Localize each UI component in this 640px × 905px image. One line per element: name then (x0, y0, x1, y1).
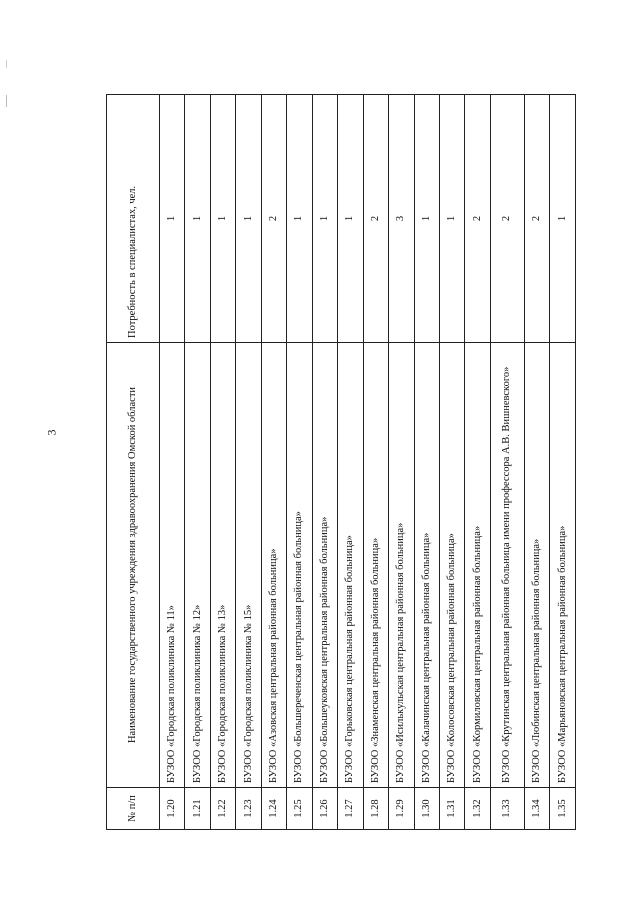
row-specialist-need: 1 (185, 95, 210, 343)
margin-mark (6, 95, 7, 107)
row-specialist-need: 1 (160, 95, 185, 343)
header-number: № п/п (107, 788, 160, 830)
row-specialist-need: 1 (439, 95, 464, 343)
row-institution-name: БУЗОО «Знаменская центральная районная больница» (363, 343, 388, 788)
row-number: 1.31 (439, 788, 464, 830)
row-institution-name: БУЗОО «Исилькульская центральная районная больница» (389, 343, 414, 788)
row-number: 1.28 (363, 788, 388, 830)
header-specialist-need: Потребность в специалистах, чел. (107, 95, 160, 343)
table-row (524, 95, 549, 830)
specialists-table (106, 94, 576, 830)
row-number: 1.29 (389, 788, 414, 830)
row-number: 1.34 (524, 788, 549, 830)
row-number: 1.30 (414, 788, 439, 830)
row-institution-name: БУЗОО «Большереченская центральная районная больница» (287, 343, 312, 788)
row-number: 1.33 (490, 788, 524, 830)
row-specialist-need: 1 (338, 95, 363, 343)
row-specialist-need: 2 (261, 95, 286, 343)
row-specialist-need: 1 (312, 95, 337, 343)
row-institution-name: БУЗОО «Азовская центральная районная больница» (261, 343, 286, 788)
row-institution-name: БУЗОО «Кормиловская центральная районная больница» (465, 343, 490, 788)
row-specialist-need: 2 (465, 95, 490, 343)
table-row (236, 95, 261, 830)
row-number: 1.20 (160, 788, 185, 830)
row-specialist-need: 1 (414, 95, 439, 343)
row-number: 1.35 (550, 788, 576, 830)
row-institution-name: БУЗОО «Марьяновская центральная районная больница» (550, 343, 576, 788)
row-institution-name: БУЗОО «Любинская центральная районная больница» (524, 343, 549, 788)
row-specialist-need: 2 (524, 95, 549, 343)
row-specialist-need: 2 (363, 95, 388, 343)
row-institution-name: БУЗОО «Городская поликлиника № 13» (210, 343, 235, 788)
table-row (550, 95, 576, 830)
table-row (490, 95, 524, 830)
row-specialist-need: 1 (550, 95, 576, 343)
row-number: 1.24 (261, 788, 286, 830)
row-number: 1.27 (338, 788, 363, 830)
row-number: 1.22 (210, 788, 235, 830)
row-institution-name: БУЗОО «Городская поликлиника № 11» (160, 343, 185, 788)
table-row (210, 95, 235, 830)
table-row (261, 95, 286, 830)
row-number: 1.23 (236, 788, 261, 830)
row-institution-name: БУЗОО «Колосовская центральная районная больница» (439, 343, 464, 788)
row-institution-name: БУЗОО «Калачинская центральная районная больница» (414, 343, 439, 788)
table-row (363, 95, 388, 830)
row-specialist-need: 2 (490, 95, 524, 343)
table-row (439, 95, 464, 830)
row-institution-name: БУЗОО «Городская поликлиника № 12» (185, 343, 210, 788)
row-institution-name: БУЗОО «Крутинская центральная районная больница имени профессора А.В. Вишневского» (490, 343, 524, 788)
row-specialist-need: 1 (236, 95, 261, 343)
page-number: 3 (44, 429, 59, 436)
row-number: 1.25 (287, 788, 312, 830)
row-institution-name: БУЗОО «Городская поликлиника № 15» (236, 343, 261, 788)
row-number: 1.32 (465, 788, 490, 830)
row-specialist-need: 1 (287, 95, 312, 343)
row-institution-name: БУЗОО «Горьковская центральная районная больница» (338, 343, 363, 788)
table-row (338, 95, 363, 830)
table-header-row (107, 95, 160, 830)
table-body (160, 95, 576, 830)
header-institution-name: Наименование государственного учреждения здравоохранения Омской области (107, 343, 160, 788)
table-row (312, 95, 337, 830)
table-row (414, 95, 439, 830)
row-number: 1.21 (185, 788, 210, 830)
row-institution-name: БУЗОО «Большеуковская центральная районная больница» (312, 343, 337, 788)
rotated-table-container (106, 95, 576, 830)
table-row (287, 95, 312, 830)
row-number: 1.26 (312, 788, 337, 830)
row-specialist-need: 3 (389, 95, 414, 343)
table-row (465, 95, 490, 830)
table-row (389, 95, 414, 830)
table-row (185, 95, 210, 830)
margin-mark (6, 60, 7, 68)
table-row (160, 95, 185, 830)
row-specialist-need: 1 (210, 95, 235, 343)
